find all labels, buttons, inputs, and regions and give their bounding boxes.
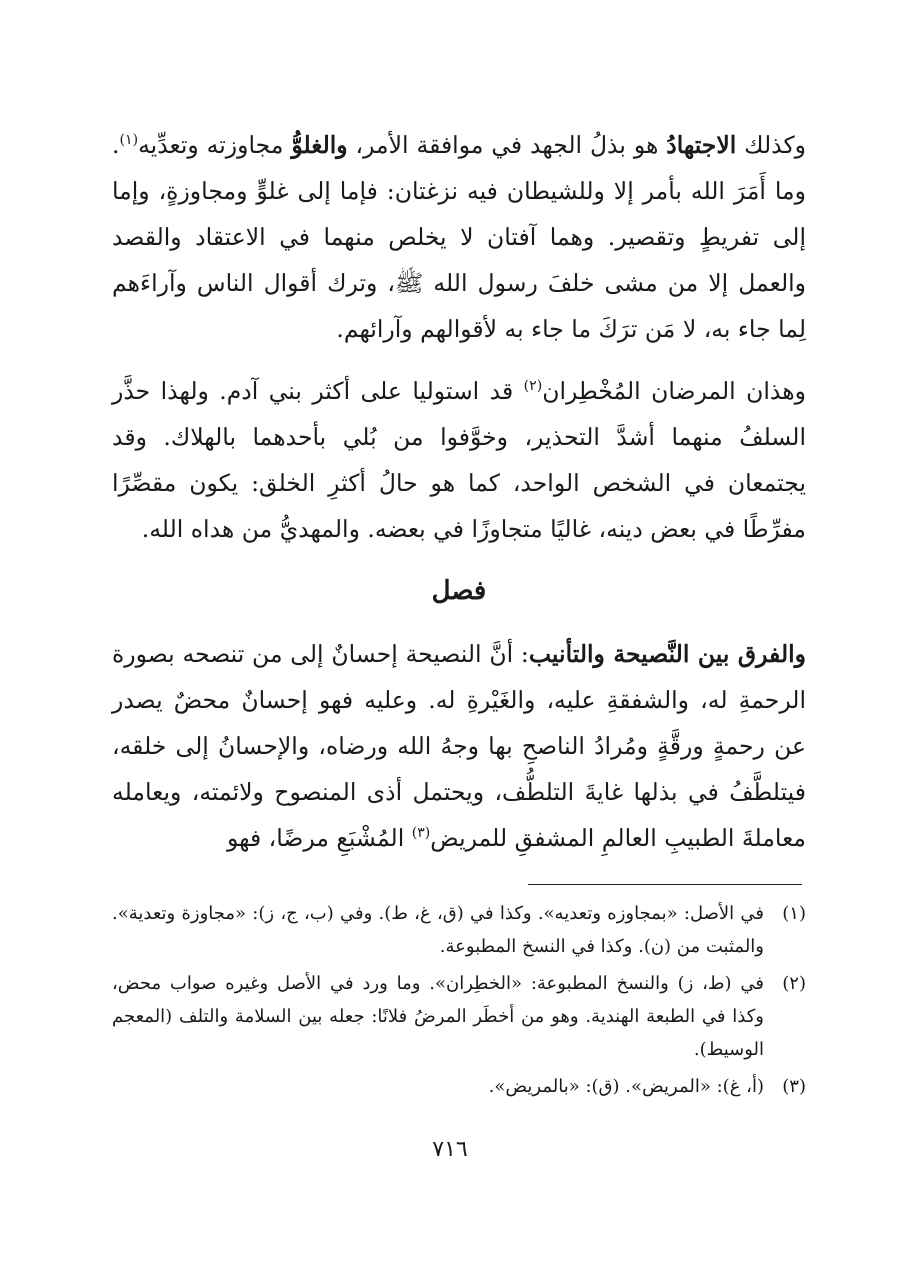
footnote-text: (أ، غ): «المريض». (ق): «بالمريض». (488, 1076, 764, 1097)
paragraph-two-diseases (112, 368, 806, 552)
paragraph-text: : أنَّ النصيحة إحسانٌ إلى من تنصحه بصورة الرحمةِ له، والشفقةِ عليه، والغَيْرةِ له. وعليه فهو إحسانٌ محضٌ يصدر عن رحمةٍ ورقَّةٍ ومُرادُ الناصحِ بها وجهُ الله ورضاه، والإحسانُ إلى خلقه، فيتلطَّفُ في بذلها غايةَ التلطُّف، ويحتمل أذى المنصوح ولائمته، ويعامله معاملةَ الطبيبِ العالمِ المشفقِ للمريض (112, 640, 806, 852)
bold-term: والفرق بين النَّصيحة والتأنيب (528, 640, 806, 668)
paragraph-text: المُشْبَعِ مرضًا، فهو (227, 824, 412, 852)
paragraph-ijtihad (112, 122, 806, 352)
section-heading: فصل (431, 576, 487, 606)
footnote-ref-3[interactable]: (٣) (411, 825, 431, 842)
footnote-ref-2[interactable]: (٢) (523, 378, 543, 395)
paragraph-text: مجاوزته وتعدِّيه (138, 131, 292, 159)
footnote-ref-1[interactable]: (١) (119, 132, 139, 149)
footnote-number: (١) (782, 903, 806, 924)
paragraph-text: وهذان المرضان المُخْطِران (542, 377, 806, 405)
footnote-number: (٢) (782, 973, 806, 994)
page-number: ٧١٦ (432, 1137, 468, 1162)
footnote-text: في الأصل: «بمجاوزه وتعديه». وكذا في (ق، غ، ط). وفي (ب، ج، ز): «مجاوزة وتعدية». والمثبت من (ن). وكذا في النسخ المطبوعة. (112, 903, 764, 957)
paragraph-text: قد استوليا على أكثر بني آدم. ولهذا حذَّر السلفُ منهما أشدَّ التحذير، وخوَّفوا من بُلي بأحدهما بالهلاك. وقد يجتمعان في الشخص الواحد، كما هو حالُ أكثرِ الخلق: يكون مقصِّرًا مفرِّطًا في بعض دينه، غاليًا متجاوزًا في بعضه. والمهديُّ من هداه الله. (112, 377, 806, 543)
footnote-number: (٣) (782, 1076, 806, 1097)
bold-term: الاجتهادُ (666, 131, 737, 159)
paragraph-text: هو بذلُ الجهد في موافقة الأمر، (347, 131, 667, 159)
footnote-text: في (ط، ز) والنسخ المطبوعة: «الخطِران». وما ورد في الأصل وغيره صواب محض، وكذا في الطبعة الهندية. وهو من أخطَر المرضُ فلانًا: جعله بين السلامة والتلف (المعجم الوسيط). (112, 973, 765, 1060)
footnote-3 (112, 1070, 806, 1103)
footnotes (112, 897, 806, 1107)
footnote-2 (112, 967, 806, 1066)
paragraph-text: . وما أَمَرَ الله بأمر إلا وللشيطان فيه نزغتان: فإما إلى غلوٍّ ومجاوزةٍ، وإما إلى تفريطٍ وتقصير. وهما آفتان لا يخلص منهما في الاعتقاد والقصد والعمل إلا من مشى خلفَ رسول الله ﷺ، وترك أقوال الناس وآراءَهم لِما جاء به، لا مَن ترَكَ ما جاء به لأقوالهم وآرائهم. (112, 131, 806, 343)
footnote-separator (528, 884, 802, 885)
paragraph-advice (112, 631, 806, 861)
bold-term: والغلوُّ (291, 131, 348, 159)
footnote-1 (112, 897, 806, 963)
paragraph-text: وكذلك (736, 131, 806, 159)
